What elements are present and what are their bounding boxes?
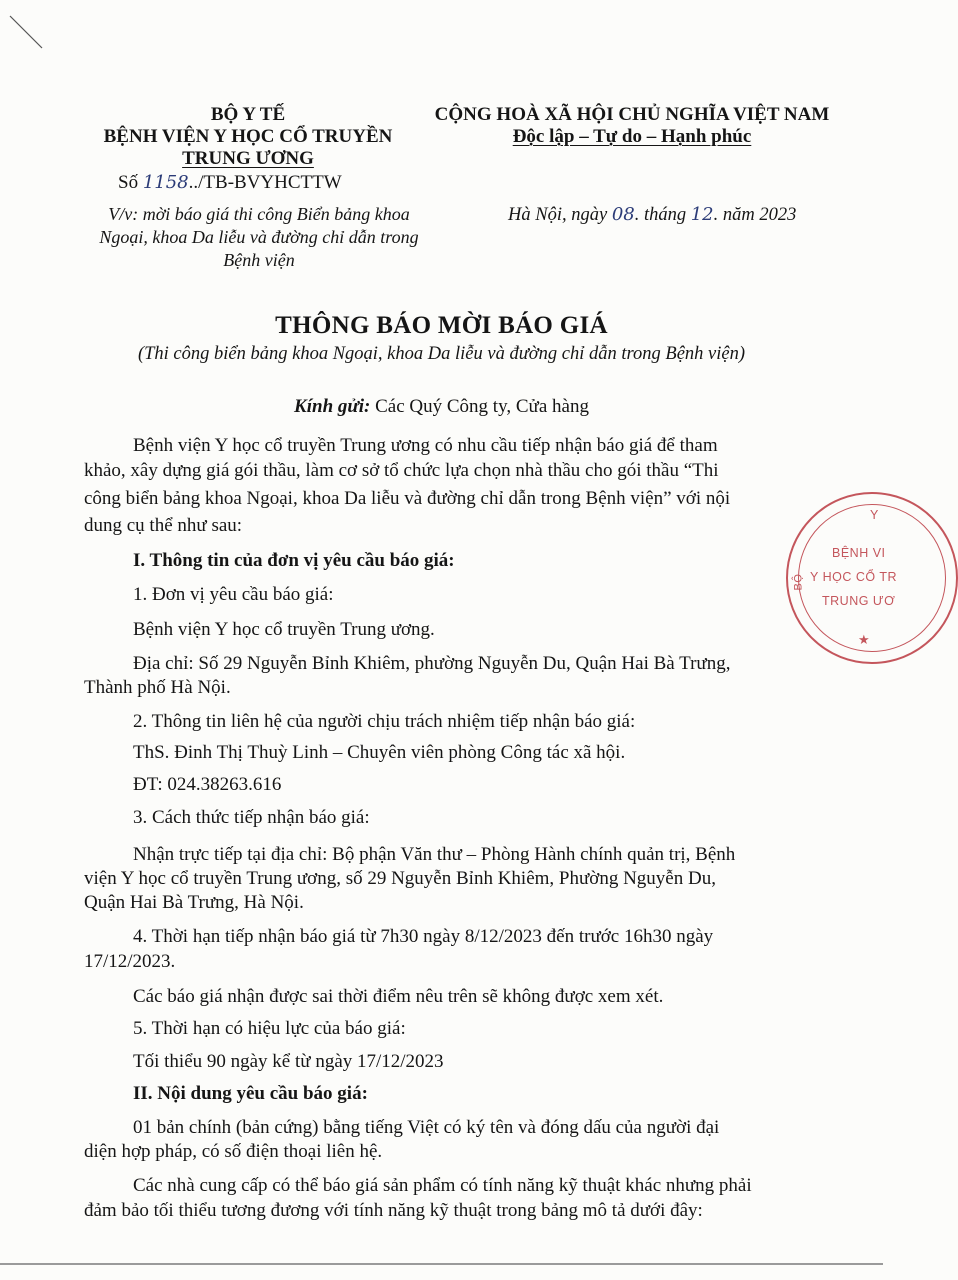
section1-receive-line1: Nhận trực tiếp tại địa chỉ: Bộ phận Văn thư – Phòng Hành chính quản trị, Bệnh (133, 844, 736, 865)
section1-receive-line3: Quận Hai Bà Trưng, Hà Nội. (84, 892, 304, 913)
document-subtitle: (Thi công biển bảng khoa Ngoại, khoa Da liễu và đường chỉ dẫn trong Bệnh viện) (137, 344, 746, 364)
document-reference-number (118, 172, 342, 194)
issue-date (508, 204, 796, 226)
hospital-name-line1: BỆNH VIỆN Y HỌC CỔ TRUYỀN (103, 126, 393, 147)
stamp-side-text: BỘ (792, 573, 805, 591)
issuing-agency (98, 104, 398, 170)
section1-late-note: Các báo giá nhận được sai thời điểm nêu trên sẽ không được xem xét. (133, 986, 664, 1007)
stamp-star-icon: ★ (858, 632, 870, 647)
section2-p2-line1: Các nhà cung cấp có thể báo giá sản phẩm có tính năng kỹ thuật khác nhưng phải (133, 1175, 752, 1196)
section1-item4-line2: 17/12/2023. (84, 951, 176, 972)
stamp-line1: BỆNH VI (832, 546, 886, 560)
section1-contact-person: ThS. Đinh Thị Thuỳ Linh – Chuyên viên phòng Công tác xã hội. (133, 742, 626, 763)
stamp-line3: TRUNG ƯƠ (822, 594, 896, 608)
subject-line-2: Ngoại, khoa Da liễu và đường chỉ dẫn trong (99, 227, 419, 247)
ref-handwritten-number: 1158 (142, 172, 189, 193)
hospital-name-line2: TRUNG ƯƠNG (182, 148, 314, 169)
intro-line-4: dung cụ thể như sau: (84, 515, 243, 536)
national-header (428, 104, 836, 148)
page-bottom-edge (0, 1263, 883, 1265)
intro-line-1: Bệnh viện Y học cổ truyền Trung ương có nhu cầu tiếp nhận báo giá để tham (133, 435, 718, 456)
section1-item5-value: Tối thiểu 90 ngày kể từ ngày 17/12/2023 (133, 1051, 444, 1072)
ref-suffix: ../TB-BVYHCTTW (188, 172, 342, 193)
section2-heading: II. Nội dung yêu cầu báo giá: (133, 1083, 368, 1104)
section1-item2-label: 2. Thông tin liên hệ của người chịu trách nhiệm tiếp nhận báo giá: (133, 711, 636, 732)
section1-address-line1: Địa chỉ: Số 29 Nguyễn Bỉnh Khiêm, phường Nguyễn Du, Quận Hai Bà Trưng, (133, 653, 731, 674)
intro-line-2: khảo, xây dựng giá gói thầu, làm cơ sở tổ chức lựa chọn nhà thầu cho gói thầu “Thi (84, 460, 719, 481)
section1-item1-label: 1. Đơn vị yêu cầu báo giá: (133, 584, 334, 605)
national-motto: Độc lập – Tự do – Hạnh phúc (512, 126, 752, 147)
section1-item1-value: Bệnh viện Y học cổ truyền Trung ương. (133, 619, 435, 640)
official-stamp (786, 492, 958, 664)
section1-heading: I. Thông tin của đơn vị yêu cầu báo giá: (133, 550, 455, 571)
salutation-label: Kính gửi: (294, 396, 371, 417)
stamp-line2: Y HỌC CỔ TR (810, 570, 897, 584)
intro-line-3: công biển bảng khoa Ngoại, khoa Da liễu và đường chỉ dẫn trong Bệnh viện” với nội (84, 488, 731, 509)
stamp-top-text: Y (870, 508, 879, 522)
date-prefix: Hà Nội, ngày (508, 205, 612, 225)
subject-line-1: V/v: mời báo giá thi công Biển bảng khoa (108, 204, 410, 224)
section1-address-line2: Thành phố Hà Nội. (84, 677, 231, 698)
salutation (0, 396, 883, 418)
date-suffix: . năm 2023 (713, 205, 797, 225)
document-title: THÔNG BÁO MỜI BÁO GIÁ (275, 312, 608, 339)
section2-p2-line2: đảm bảo tối thiểu tương đương với tính năng kỹ thuật trong bảng mô tả dưới đây: (84, 1200, 703, 1221)
section1-phone: ĐT: 024.38263.616 (133, 774, 282, 795)
ministry-name: BỘ Y TẾ (210, 104, 286, 125)
section1-item3-label: 3. Cách thức tiếp nhận báo giá: (133, 807, 370, 828)
date-month-handwritten: 12 (690, 204, 714, 225)
subject-line (94, 203, 424, 272)
corner-scratch-mark (8, 14, 48, 54)
section1-item5-label: 5. Thời hạn có hiệu lực của báo giá: (133, 1018, 406, 1039)
section1-receive-line2: viện Y học cổ truyền Trung ương, số 29 Nguyễn Bỉnh Khiêm, Phường Nguyễn Du, (84, 868, 716, 889)
section2-p1-line2: diện hợp pháp, có số điện thoại liên hệ. (84, 1141, 383, 1162)
date-day-handwritten: 08 (611, 204, 635, 225)
date-month-label: . tháng (634, 205, 691, 225)
country-name: CỘNG HOÀ XÃ HỘI CHỦ NGHĨA VIỆT NAM (434, 104, 830, 125)
section2-p1-line1: 01 bản chính (bản cứng) bằng tiếng Việt có ký tên và đóng dấu của người đại (133, 1117, 720, 1138)
subject-line-3: Bệnh viện (223, 250, 295, 270)
section1-item4-line1: 4. Thời hạn tiếp nhận báo giá từ 7h30 ngày 8/12/2023 đến trước 16h30 ngày (133, 926, 714, 947)
salutation-recipients: Các Quý Công ty, Cửa hàng (370, 396, 589, 417)
ref-prefix: Số (118, 172, 143, 193)
